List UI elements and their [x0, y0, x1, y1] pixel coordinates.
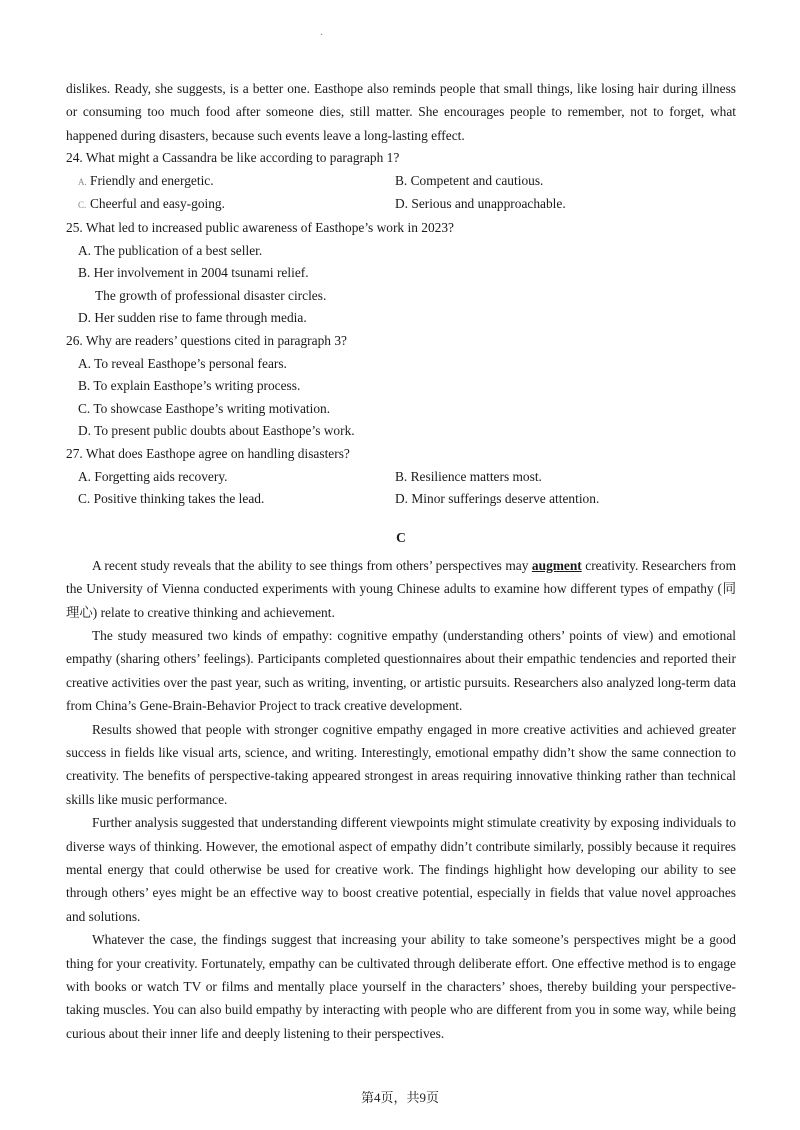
section-c-title: C — [396, 529, 406, 545]
option-27-c[interactable]: C. Positive thinking takes the lead. — [78, 491, 265, 507]
option-25-d[interactable]: D. Her sudden rise to fame through media. — [78, 310, 307, 326]
option-26-b[interactable]: B. To explain Easthope’s writing process. — [78, 378, 301, 394]
passage-c-paragraph-3: Results showed that people with stronger cognitive empathy engaged in more creative activities and achieved greater success in fields like visual arts, science, and writing. Interestingly, emotional empathy didn’t show the same connection to creativity. The benefits of perspective-taking appeared strongest in areas requiring innovative thinking rather than technical skills like music performance. — [66, 721, 736, 807]
page-content — [66, 77, 736, 1045]
option-25-c[interactable]: The growth of professional disaster circles. — [95, 287, 327, 303]
paragraph-text: A recent study reveals that the ability to see things from others’ perspectives may — [92, 557, 532, 573]
passage-c-paragraph-2: The study measured two kinds of empathy: cognitive empathy (understanding others’ points of view) and emotional empathy (sharing others’ feelings). Participants completed questionnaires about their empathic tendencies and reported their creative activities over the past year, such as writing, inventing, or artistic pursuits. Researchers also analyzed long-term data from China’s Gene-Brain-Behavior Project to track creative development. — [66, 627, 736, 714]
option-27-d[interactable]: D. Minor sufferings deserve attention. — [395, 491, 600, 507]
option-25-a[interactable]: A. The publication of a best seller. — [78, 242, 263, 258]
keyword-augment: augment — [531, 557, 582, 573]
page-number-footer: 第4页，共9页 — [360, 1090, 439, 1105]
option-26-d[interactable]: D. To present public doubts about Easthope’s work. — [78, 423, 355, 439]
option-24-a[interactable] — [66, 170, 395, 194]
passage-c-paragraph-1 — [66, 554, 736, 624]
question-25-stem: 25. What led to increased public awareness of Easthope’s work in 2023? — [66, 220, 454, 235]
question-24-options-row2 — [66, 193, 736, 217]
option-text: Friendly and energetic. — [90, 172, 214, 188]
question-24-stem: 24. What might a Cassandra be like according to paragraph 1? — [66, 150, 400, 166]
question-26-stem: 26. Why are readers’ questions cited in paragraph 3? — [66, 332, 347, 348]
question-27-options-row2 — [66, 488, 736, 511]
option-text: Cheerful and easy-going. — [90, 196, 225, 212]
option-mark: C. — [78, 200, 87, 211]
passage-c-paragraph-4: Further analysis suggested that understanding different viewpoints might stimulate creativity by exposing individuals to diverse ways of thinking. However, the emotional aspect of empathy didn’t contribute similarly, possibly because it requires mental energy that could otherwise be used for creative work. The findings highlight how developing our ability to see through others’ eyes might be an effective way to boost creative potential, especially in fields that value novel approaches and solutions. — [66, 815, 736, 924]
scan-mark: · — [320, 30, 324, 41]
option-26-a[interactable]: A. To reveal Easthope’s personal fears. — [78, 355, 287, 371]
option-25-b[interactable]: B. Her involvement in 2004 tsunami relief. — [78, 265, 309, 281]
question-27-options-row1 — [66, 466, 736, 489]
option-26-c[interactable]: C. To showcase Easthope’s writing motivation. — [78, 400, 331, 416]
option-24-b[interactable]: B. Competent and cautious. — [395, 172, 544, 188]
question-27-stem: 27. What does Easthope agree on handling disasters? — [66, 445, 350, 461]
option-mark: A. — [78, 176, 87, 187]
option-27-a[interactable]: A. Forgetting aids recovery. — [78, 468, 228, 484]
paragraph-text: creativity. Researchers from the University of Vienna conducted experiments with young Chinese adults to examine how different types of empathy (同理心) relate to creative thinking and achievement. — [66, 557, 737, 620]
question-24-options-row1 — [66, 170, 736, 194]
option-24-d[interactable]: D. Serious and unapproachable. — [395, 196, 566, 212]
passage-c-paragraph-5: Whatever the case, the findings suggest that increasing your ability to take someone’s perspectives might be a good thing for your creativity. Fortunately, empathy can be cultivated through deliberate effort. One effective method is to engage with books or watch TV or films and mentally place yourself in the characters’ shoes, thereby building your perspective-taking muscles. You can also build empathy by interacting with people who are different from you in some way, while being curious about their inner life and deeply listening to their perspectives. — [66, 932, 736, 1041]
option-24-c[interactable] — [66, 193, 395, 217]
option-27-b[interactable]: B. Resilience matters most. — [395, 468, 542, 484]
passage-b-tail: dislikes. Ready, she suggests, is a better one. Easthope also reminds people that small things, like losing hair during illness or consuming too much food after someone dies, still matter. She encourages people to remember, not to forget, what happened during disasters, because such events leave a long-lasting effect. — [66, 81, 736, 143]
